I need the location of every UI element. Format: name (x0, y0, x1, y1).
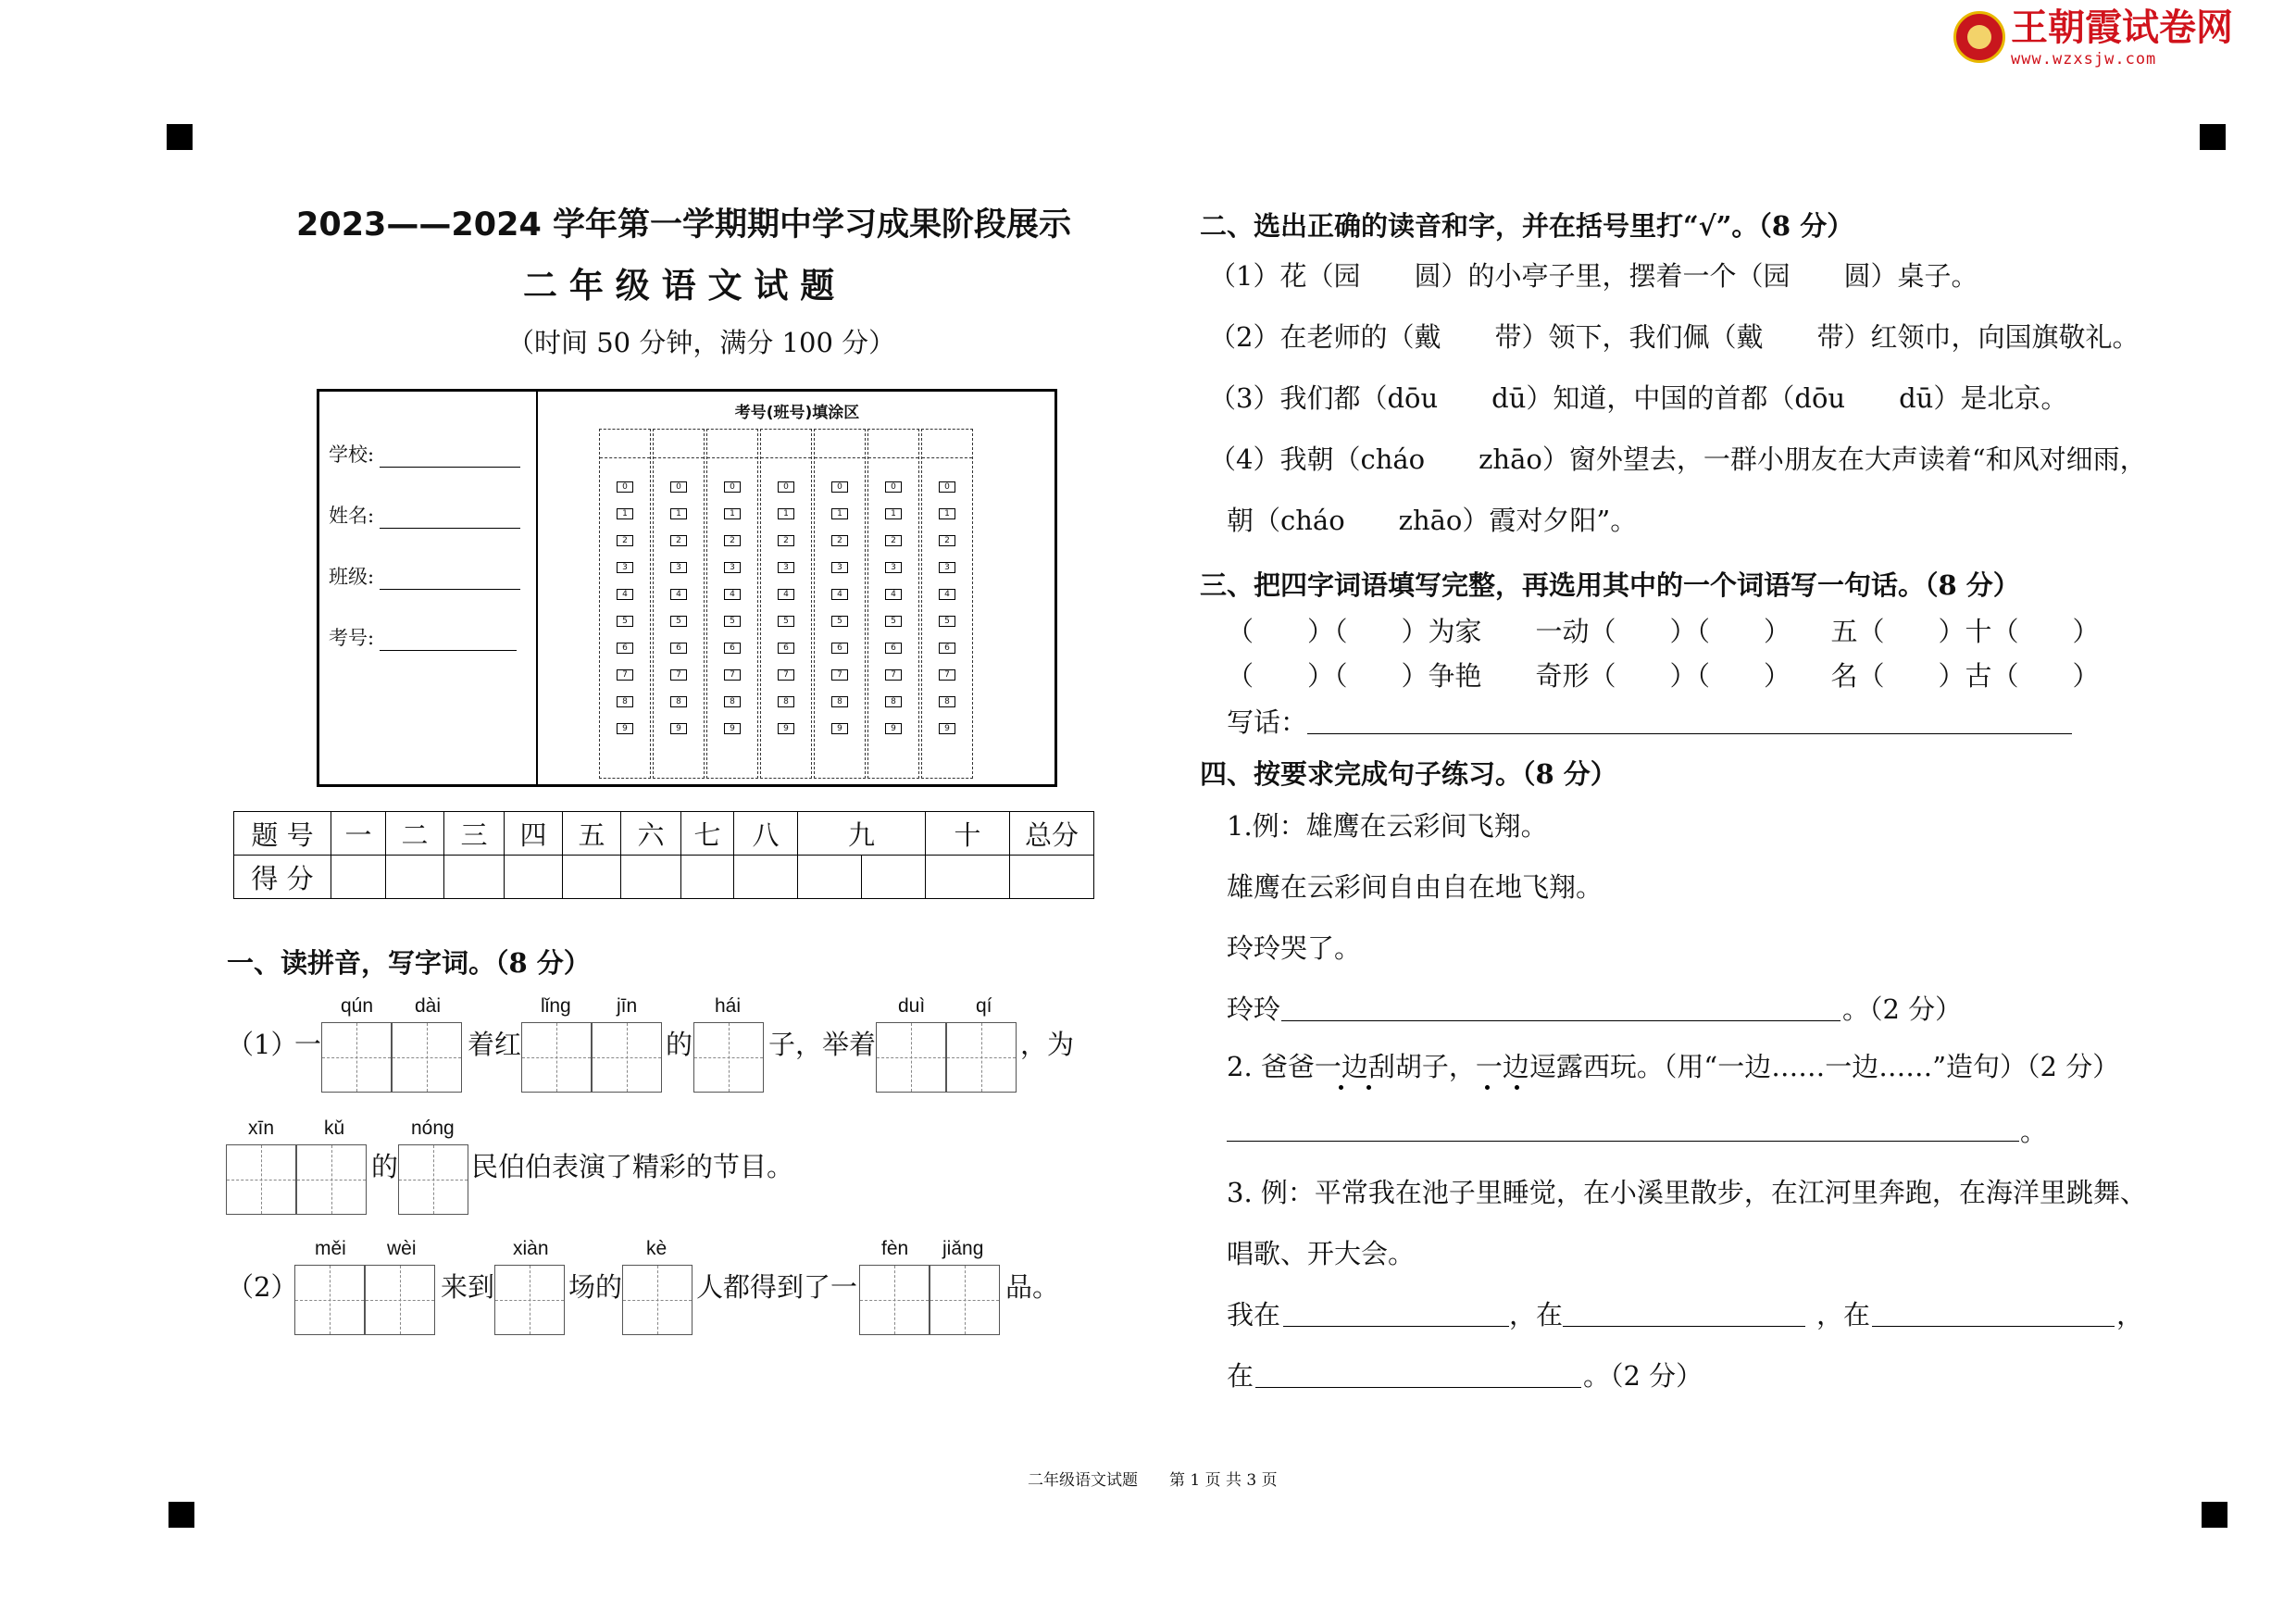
fill-area-title: 考号(班号)填涂区 (734, 404, 860, 422)
digit-bubble[interactable]: 4 (670, 589, 687, 600)
score-table-row-label: 得 分 (234, 856, 331, 899)
digit-bubble[interactable]: 9 (778, 723, 794, 734)
ex1-prompt: 玲玲哭了。 (1227, 932, 1362, 964)
digit-bubble[interactable]: 2 (885, 535, 902, 546)
score-col: 九 (798, 812, 926, 856)
info-box-divider (536, 392, 538, 784)
ex3-text: 在 (1227, 1360, 1254, 1392)
ex3-text: ，在 (1816, 1299, 1871, 1330)
idiom-row-2: （ ）（ ）争艳 奇形（ ）（ ） 名（ ）古（ ） (1227, 660, 2100, 692)
emphasis-dot (1485, 1085, 1490, 1090)
writing-box[interactable] (592, 1022, 662, 1093)
score-col: 八 (734, 812, 798, 856)
q1-text: 的 (666, 1029, 693, 1060)
exam-number-field[interactable] (329, 623, 517, 651)
score-cell[interactable] (862, 856, 926, 899)
score-col: 二 (386, 812, 444, 856)
writing-box[interactable] (930, 1265, 1000, 1335)
digit-bubble[interactable]: 5 (885, 616, 902, 627)
digit-bubble[interactable]: 9 (617, 723, 633, 734)
writing-box[interactable] (398, 1144, 468, 1215)
q1-text: 一 (294, 1029, 322, 1060)
exam-number-column[interactable] (760, 429, 812, 779)
digit-bubble[interactable]: 6 (724, 643, 741, 654)
digit-bubble[interactable]: 1 (831, 508, 848, 519)
digit-bubble[interactable]: 8 (831, 696, 848, 707)
q2-text: 来到 (441, 1271, 495, 1303)
digit-bubble[interactable]: 3 (831, 562, 848, 573)
ex3-answer-line[interactable] (1563, 1326, 1805, 1327)
emphasis-dot (1515, 1085, 1519, 1090)
q1-number: （1） (227, 1029, 298, 1060)
exam-title: 2023——2024 学年第一学期期中学习成果阶段展示 (296, 206, 1072, 244)
digit-bubble[interactable]: 9 (670, 723, 687, 734)
section2-item-2: （2）在老师的（戴 带）领下，我们佩（戴 带）红领巾，向国旗敬礼。 (1209, 321, 2140, 353)
score-table (233, 811, 1094, 899)
ex3-text: ， (2116, 1299, 2144, 1330)
pinyin: jīn (617, 995, 638, 1017)
digit-bubble[interactable]: 4 (939, 589, 955, 600)
digit-bubble[interactable]: 3 (939, 562, 955, 573)
score-col: 七 (681, 812, 734, 856)
student-info-box (317, 389, 1057, 787)
ex2-answer-line[interactable] (1227, 1141, 2019, 1142)
brand-logo-icon (1953, 11, 2005, 63)
score-cell[interactable] (798, 856, 862, 899)
digit-bubble[interactable]: 1 (778, 508, 794, 519)
ex3-answer-line[interactable] (1872, 1326, 2115, 1327)
score-table-header-label: 题 号 (234, 812, 331, 856)
digit-bubble[interactable]: 5 (724, 616, 741, 627)
ex1-answer-line[interactable] (1281, 1020, 1841, 1021)
name-label: 姓名: (329, 505, 375, 527)
ex3-answer-line[interactable] (1283, 1326, 1509, 1327)
school-label: 学校: (329, 443, 375, 466)
brand-url: www.wzxsjw.com (2011, 50, 2157, 69)
score-cell[interactable] (563, 856, 621, 899)
digit-bubble[interactable]: 4 (778, 589, 794, 600)
q1-text: 民伯伯表演了精彩的节目。 (471, 1151, 794, 1182)
digit-bubble[interactable]: 0 (670, 481, 687, 493)
digit-bubble[interactable]: 5 (939, 616, 955, 627)
writing-box[interactable] (521, 1022, 592, 1093)
score-cell[interactable] (681, 856, 734, 899)
exam-time-note: （时间 50 分钟，满分 100 分） (507, 327, 896, 358)
digit-bubble[interactable]: 0 (724, 481, 741, 493)
page-footer: 二年级语文试题 第 1 页 共 3 页 (1028, 1471, 1278, 1490)
score-col: 一 (331, 812, 386, 856)
pinyin: wèi (387, 1238, 417, 1259)
exam-number-column[interactable] (814, 429, 866, 779)
score-cell[interactable] (505, 856, 563, 899)
digit-bubble[interactable]: 8 (724, 696, 741, 707)
section2-item-3: （3）我们都（dōu dū）知道，中国的首都（dōu dū）是北京。 (1209, 382, 2068, 414)
writing-box[interactable] (622, 1265, 693, 1335)
pinyin: kǔ (324, 1118, 345, 1139)
digit-bubble[interactable]: 3 (724, 562, 741, 573)
digit-bubble[interactable]: 3 (885, 562, 902, 573)
digit-bubble[interactable]: 2 (670, 535, 687, 546)
name-field[interactable] (329, 501, 520, 529)
registration-mark-top-right (2200, 124, 2226, 150)
pinyin: xīn (248, 1118, 275, 1139)
digit-bubble[interactable]: 4 (724, 589, 741, 600)
ex1-answer-start: 玲玲 (1227, 993, 1281, 1025)
exam-number-column[interactable] (599, 429, 651, 779)
digit-bubble[interactable]: 7 (885, 669, 902, 681)
ex1-example: 1.例：雄鹰在云彩间飞翔。 (1227, 810, 1548, 842)
section3-heading: 三、把四字词语填写完整，再选用其中的一个词语写一句话。（8 分） (1200, 569, 2020, 601)
digit-bubble[interactable]: 8 (670, 696, 687, 707)
section2-item-4: （4）我朝（cháo zhāo）窗外望去，一群小朋友在大声读着“和风对细雨， (1209, 443, 2147, 475)
digit-bubble[interactable]: 6 (670, 643, 687, 654)
pinyin: dài (415, 995, 442, 1017)
digit-bubble[interactable]: 3 (670, 562, 687, 573)
pinyin: xiàn (513, 1238, 549, 1259)
digit-bubble[interactable]: 2 (617, 535, 633, 546)
pinyin: duì (898, 995, 926, 1017)
digit-bubble[interactable]: 8 (885, 696, 902, 707)
digit-bubble[interactable]: 1 (617, 508, 633, 519)
digit-bubble[interactable]: 8 (939, 696, 955, 707)
digit-bubble[interactable]: 9 (831, 723, 848, 734)
digit-bubble[interactable]: 6 (617, 643, 633, 654)
digit-bubble[interactable]: 2 (831, 535, 848, 546)
digit-bubble[interactable]: 7 (778, 669, 794, 681)
digit-bubble[interactable]: 3 (617, 562, 633, 573)
digit-bubble[interactable]: 9 (724, 723, 741, 734)
digit-bubble[interactable]: 5 (670, 616, 687, 627)
digit-bubble[interactable]: 2 (778, 535, 794, 546)
pinyin: qí (976, 995, 992, 1017)
emphasis-dot (1366, 1085, 1371, 1090)
pinyin: nóng (411, 1118, 455, 1139)
digit-bubble[interactable]: 4 (831, 589, 848, 600)
q1-text: 着红 (468, 1029, 522, 1060)
digit-bubble[interactable]: 9 (939, 723, 955, 734)
digit-bubble[interactable]: 3 (778, 562, 794, 573)
writing-box[interactable] (859, 1265, 930, 1335)
digit-bubble[interactable]: 1 (724, 508, 741, 519)
ex1-example-expanded: 雄鹰在云彩间自由自在地飞翔。 (1227, 871, 1603, 903)
digit-bubble[interactable]: 1 (670, 508, 687, 519)
writing-box[interactable] (693, 1022, 764, 1093)
digit-bubble[interactable]: 7 (670, 669, 687, 681)
class-label: 班级: (329, 566, 375, 588)
registration-mark-bottom-right (2202, 1502, 2227, 1528)
ex3-example-cont: 唱歌、开大会。 (1227, 1238, 1416, 1269)
writing-box[interactable] (226, 1144, 296, 1215)
exam-number-column[interactable] (921, 429, 973, 779)
digit-bubble[interactable]: 0 (778, 481, 794, 493)
writing-box[interactable] (946, 1022, 1017, 1093)
score-col: 三 (444, 812, 505, 856)
emphasis-dot (1339, 1085, 1343, 1090)
score-col: 总分 (1010, 812, 1094, 856)
digit-bubble[interactable]: 7 (939, 669, 955, 681)
writing-box[interactable] (321, 1022, 392, 1093)
ex3-text: ，在 (1509, 1299, 1564, 1330)
score-cell[interactable] (926, 856, 1010, 899)
ex1-answer-end: 。（2 分） (1842, 993, 1963, 1025)
digit-bubble[interactable]: 5 (778, 616, 794, 627)
digit-bubble[interactable]: 9 (885, 723, 902, 734)
digit-bubble[interactable]: 6 (831, 643, 848, 654)
ex3-example: 3. 例：平常我在池子里睡觉，在小溪里散步，在江河里奔跑，在海洋里跳舞、 (1227, 1177, 2147, 1208)
digit-bubble[interactable]: 0 (939, 481, 955, 493)
digit-bubble[interactable]: 2 (939, 535, 955, 546)
digit-bubble[interactable]: 4 (885, 589, 902, 600)
brand-name: 王朝霞试卷网 (2011, 6, 2233, 49)
school-field[interactable] (329, 440, 520, 468)
exam-number-column[interactable] (867, 429, 919, 779)
idiom-row-1: （ ）（ ）为家 一动（ ）（ ） 五（ ）十（ ） (1227, 616, 2100, 647)
q1-text: 的 (371, 1151, 399, 1182)
digit-bubble[interactable]: 8 (778, 696, 794, 707)
ex3-text: 我在 (1227, 1299, 1281, 1330)
write-label: 写话： (1227, 706, 1308, 738)
registration-mark-bottom-left (168, 1502, 194, 1528)
q1-text: ，为 (1020, 1029, 1075, 1060)
writing-box[interactable] (494, 1265, 565, 1335)
write-answer-line[interactable] (1307, 733, 2072, 734)
digit-bubble[interactable]: 1 (885, 508, 902, 519)
pinyin: hái (715, 995, 742, 1017)
score-cell[interactable] (331, 856, 386, 899)
digit-bubble[interactable]: 5 (831, 616, 848, 627)
class-field[interactable] (329, 562, 520, 590)
score-col: 六 (621, 812, 681, 856)
score-cell[interactable] (1010, 856, 1094, 899)
ex2-prompt: 2. 爸爸一边刮胡子，一边逗露西玩。（用“一边……一边……”造句）（2 分） (1227, 1051, 2120, 1082)
q2-number: （2） (227, 1271, 298, 1303)
pinyin: měi (315, 1238, 346, 1259)
digit-bubble[interactable]: 7 (724, 669, 741, 681)
digit-bubble[interactable]: 0 (885, 481, 902, 493)
writing-box[interactable] (365, 1265, 435, 1335)
score-cell[interactable] (444, 856, 505, 899)
section2-item-1: （1）花（园 圆）的小亭子里，摆着一个（园 圆）桌子。 (1209, 260, 1978, 292)
exam-number-column[interactable] (653, 429, 705, 779)
q1-text: 子，举着 (768, 1029, 877, 1060)
score-col: 五 (563, 812, 621, 856)
exam-number-column[interactable] (706, 429, 758, 779)
digit-bubble[interactable]: 8 (617, 696, 633, 707)
digit-bubble[interactable]: 6 (939, 643, 955, 654)
exam-number-label: 考号: (329, 627, 375, 649)
score-cell[interactable] (621, 856, 681, 899)
section1-heading: 一、读拼音，写字词。（8 分） (227, 947, 591, 979)
pinyin: lǐng (541, 995, 571, 1017)
section4-heading: 四、按要求完成句子练习。（8 分） (1200, 758, 1617, 790)
q2-text: 品。 (1005, 1271, 1060, 1303)
pinyin: jiǎng (942, 1238, 984, 1259)
score-col: 四 (505, 812, 563, 856)
digit-bubble[interactable]: 6 (885, 643, 902, 654)
digit-bubble[interactable]: 0 (617, 481, 633, 493)
writing-box[interactable] (296, 1144, 367, 1215)
q2-text: 场的 (568, 1271, 623, 1303)
score-cell[interactable] (734, 856, 798, 899)
pinyin: qún (341, 995, 374, 1017)
registration-mark-top-left (167, 124, 193, 150)
pinyin: kè (646, 1238, 668, 1259)
digit-bubble[interactable]: 7 (831, 669, 848, 681)
score-cell[interactable] (386, 856, 444, 899)
digit-bubble[interactable]: 1 (939, 508, 955, 519)
digit-bubble[interactable]: 5 (617, 616, 633, 627)
digit-bubble[interactable]: 2 (724, 535, 741, 546)
exam-subtitle: 二 年 级 语 文 试 题 (523, 266, 835, 306)
ex3-answer-line[interactable] (1255, 1387, 1581, 1388)
section2-item-4-cont: 朝（cháo zhāo）霞对夕阳”。 (1227, 505, 1638, 536)
ex3-text: 。（2 分） (1583, 1360, 1703, 1392)
section2-heading: 二、选出正确的读音和字，并在括号里打“√”。（8 分） (1200, 210, 1854, 242)
pinyin: fèn (881, 1238, 909, 1259)
writing-box[interactable] (294, 1265, 365, 1335)
ex2-answer-end: 。 (2020, 1116, 2048, 1147)
q2-text: 人都得到了一 (696, 1271, 858, 1303)
score-col: 十 (926, 812, 1010, 856)
writing-box[interactable] (392, 1022, 462, 1093)
writing-box[interactable] (876, 1022, 946, 1093)
digit-bubble[interactable]: 0 (831, 481, 848, 493)
digit-bubble[interactable]: 7 (617, 669, 633, 681)
digit-bubble[interactable]: 4 (617, 589, 633, 600)
digit-bubble[interactable]: 6 (778, 643, 794, 654)
